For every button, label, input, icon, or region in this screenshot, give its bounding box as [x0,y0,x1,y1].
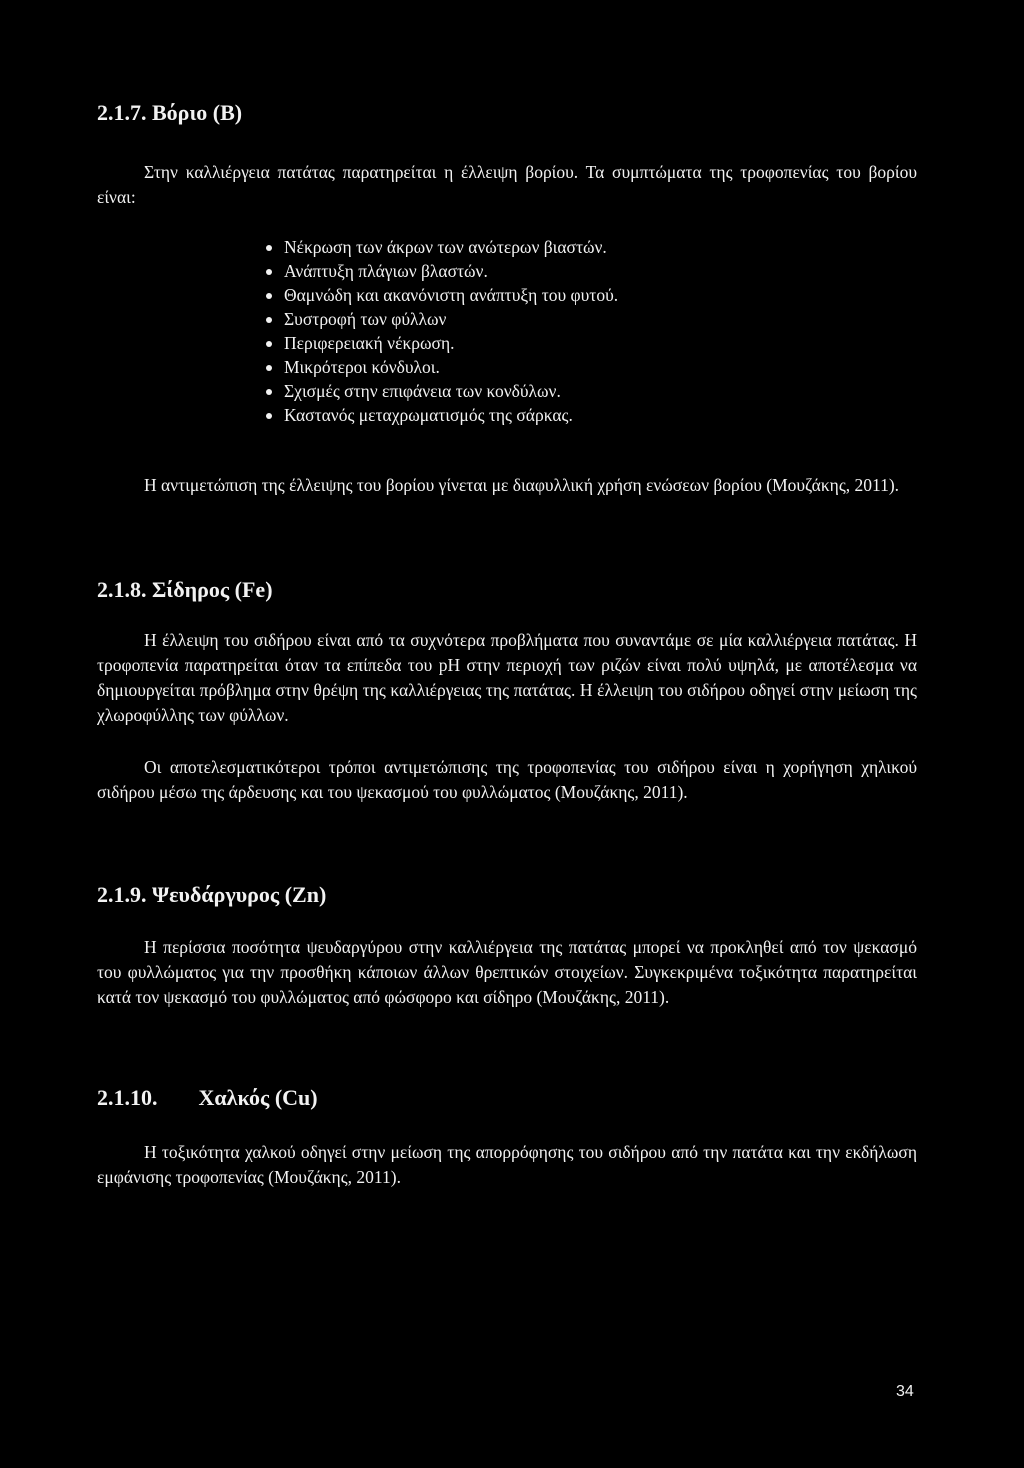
section-number: 2.1.10. [97,1085,158,1110]
list-item: Καστανός μεταχρωματισμός της σάρκας. [262,403,618,427]
bullet-icon [266,269,272,275]
bullet-icon [266,413,272,419]
bullet-icon [266,317,272,323]
section-title: Σίδηρος (Fe) [152,577,273,602]
list-item: Περιφερειακή νέκρωση. [262,331,618,355]
list-item: Μικρότεροι κόνδυλοι. [262,355,618,379]
section-number: 2.1.8. [97,577,147,602]
list-item: Σχισμές στην επιφάνεια των κονδύλων. [262,379,618,403]
bullet-icon [266,245,272,251]
boron-symptoms-list [262,235,618,427]
boron-intro-paragraph: Στην καλλιέργεια πατάτας παρατηρείται η έλλειψη βορίου. Τα συμπτώματα της τροφοπενίας του βορίου είναι: [97,162,917,207]
section-number: 2.1.9. [97,882,147,907]
boron-treatment-paragraph: Η αντιμετώπιση της έλλειψης του βορίου γίνεται με διαφυλλική χρήση ενώσεων βορίου (Μουζάκης, 2011). [144,475,900,495]
section-heading-boron: 2.1.7. Βόριο (Β) [97,100,243,125]
iron-paragraph-1: Η έλλειψη του σιδήρου είναι από τα συχνότερα προβλήματα που συναντάμε σε μία καλλιέργεια πατάτας. Η τροφοπενία παρατηρείται όταν τα επίπεδα του pH στην περιοχή των ριζών είναι πολύ υψηλά, με αποτέλεσμα να δημιουργείται πρόβλημα στην θρέψη της καλλιέργειας της πατάτας. Η έλλειψη του σιδήρου οδηγεί στην μείωση της χλωροφύλλης των φύλλων. [97,630,917,725]
bullet-icon [266,341,272,347]
section-title: Ψευδάργυρος (Zn) [152,882,327,907]
copper-paragraph: Η τοξικότητα χαλκού οδηγεί στην μείωση της απορρόφησης του σιδήρου από την πατάτα και την εκδήλωση εμφάνισης τροφοπενίας (Μουζάκης, 2011). [97,1142,917,1187]
section-title: Χαλκός (Cu) [198,1085,318,1110]
iron-paragraph-2: Οι αποτελεσματικότεροι τρόποι αντιμετώπισης της τροφοπενίας του σιδήρου είναι η χορήγηση χηλικού σιδήρου μέσω της άρδευσης και του ψεκασμού του φυλλώματος (Μουζάκης, 2011). [97,757,917,802]
list-item: Συστροφή των φύλλων [262,307,618,331]
section-heading-zinc [97,882,326,908]
bullet-icon [266,389,272,395]
list-item: Θαμνώδη και ακανόνιστη ανάπτυξη του φυτού. [262,283,618,307]
list-item: Νέκρωση των άκρων των ανώτερων βιαστών. [262,235,618,259]
zinc-paragraph: Η περίσσια ποσότητα ψευδαργύρου στην καλλιέργεια της πατάτας μπορεί να προκληθεί από τον ψεκασμό του φυλλώματος για την προσθήκη κάποιων άλλων θρεπτικών στοιχείων. Συγκεκριμένα τοξικότητα παρατηρείται κατά τον ψεκασμό του φυλλώματος από φώσφορο και σίδηρο (Μουζάκης, 2011). [97,937,917,1007]
section-heading-copper [97,1085,318,1111]
bullet-icon [266,365,272,371]
page-number: 34 [896,1383,914,1400]
bullet-icon [266,293,272,299]
section-heading-iron [97,577,273,603]
list-item: Ανάπτυξη πλάγιων βλαστών. [262,259,618,283]
